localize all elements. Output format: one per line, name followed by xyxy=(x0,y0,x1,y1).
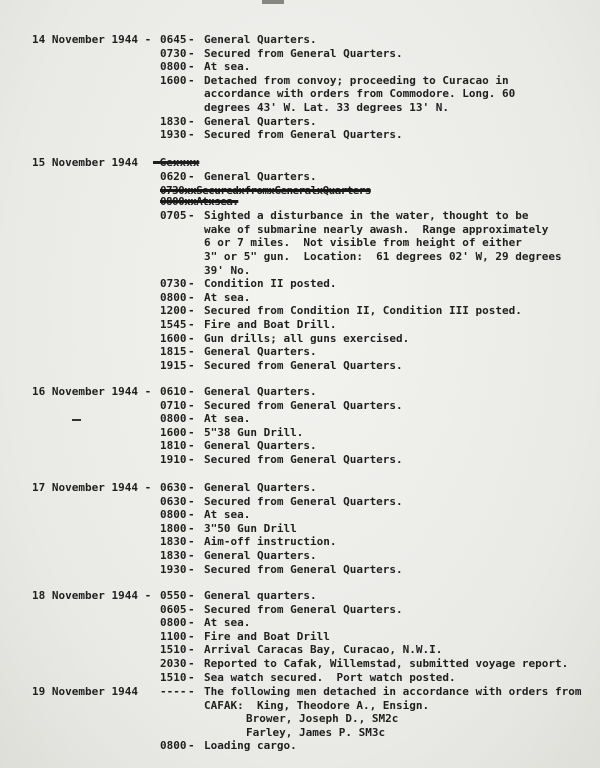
entry-text: Detached from convoy; proceeding to Curacao in accordance with orders from Commodore. Long. 60 degrees 43' W. Lat. 33 degrees 13' N. xyxy=(204,73,516,114)
day-date: 18 November 1944 - xyxy=(32,589,152,602)
page-number-mark xyxy=(262,0,284,4)
entry-sep: - xyxy=(188,616,195,630)
log-entry xyxy=(160,60,600,74)
log-entry xyxy=(160,345,600,359)
log-entry xyxy=(160,412,600,426)
log-entry xyxy=(160,33,600,47)
log-entry xyxy=(160,549,600,563)
entry-time: 0730 xyxy=(160,46,187,60)
entry-text: General Quarters. xyxy=(204,169,317,183)
entry-sep: - xyxy=(188,60,195,74)
entry-time: 0800 xyxy=(160,60,187,74)
entry-sep: - xyxy=(188,385,195,398)
entry-text: General Quarters. xyxy=(204,114,317,128)
log-entry xyxy=(160,603,600,617)
entry-time: 0550 xyxy=(160,589,187,602)
entry-text: At sea. xyxy=(204,60,251,74)
entry-text: Secured from General Quarters. xyxy=(204,46,403,60)
log-entry xyxy=(160,115,600,129)
day-date: 15 November 1944 xyxy=(32,156,138,169)
entry-time: 1510 xyxy=(160,670,187,684)
entry-sep: - xyxy=(188,452,195,466)
entry-time: 1815 xyxy=(160,345,187,359)
entry-text: Secured from General Quarters. xyxy=(204,358,403,372)
entry-text: General Quarters. xyxy=(204,481,317,494)
crew-member: Brower, Joseph D., SM2c xyxy=(246,712,399,726)
entry-sep: - xyxy=(188,548,195,562)
log-entry xyxy=(160,291,600,305)
log-entry xyxy=(160,657,600,671)
log-entry xyxy=(160,522,600,536)
entry-time: 0620 xyxy=(160,169,187,183)
log-entry xyxy=(160,481,600,495)
log-entry xyxy=(160,399,600,413)
entry-sep: - xyxy=(188,412,195,426)
detached-crew-list xyxy=(160,712,600,739)
struck-line: 0730xxSecuredxfromxGeneralxQuarters xyxy=(160,184,371,198)
entry-text: Reported to Cafak, Willemstad, submitted voyage report. xyxy=(204,656,569,670)
entry-sep: - xyxy=(188,73,195,87)
entry-sep: - xyxy=(188,562,195,576)
entry-sep: - xyxy=(188,494,195,508)
entry-time: 1545 xyxy=(160,317,187,331)
day-date: 14 November 1944 - xyxy=(32,33,152,46)
day-date: 16 November 1944 - xyxy=(32,385,152,398)
struck-line: 0800xxAtxsea. xyxy=(160,195,239,209)
day-entries xyxy=(160,385,600,467)
entry-time: 1830 xyxy=(160,535,187,549)
entry-time: 1930 xyxy=(160,562,187,576)
entry-time: 2030 xyxy=(160,656,187,670)
log-entry xyxy=(160,589,600,603)
log-entry xyxy=(160,318,600,332)
entry-text: General quarters. xyxy=(204,589,317,602)
log-entry xyxy=(160,739,600,753)
entry-sep: - xyxy=(188,481,195,494)
entry-time: 1915 xyxy=(160,358,187,372)
entry-text: General Quarters. xyxy=(204,33,317,46)
entry-sep: - xyxy=(188,46,195,60)
log-entry xyxy=(160,616,600,630)
entry-text: Sighted a disturbance in the water, thought to be wake of submarine nearly awash. Range approximately 6 or 7 miles. Not visible from height of either 3" or 5" gun. Location: 61 degrees 02' W, 29 degrees 39' No. xyxy=(204,209,562,277)
entry-text: General Quarters. xyxy=(204,439,317,453)
entry-sep: - xyxy=(188,331,195,345)
entry-text: Sea watch secured. Port watch posted. xyxy=(204,670,456,684)
entry-text: Secured from General Quarters. xyxy=(204,398,403,412)
log-entry xyxy=(160,128,600,142)
entry-sep: - xyxy=(188,602,195,616)
entry-text: At sea. xyxy=(204,290,251,304)
struck-text: -Gexxxx xyxy=(153,156,200,169)
log-entry xyxy=(160,508,600,522)
entry-time: 1800 xyxy=(160,521,187,535)
entry-time: 0710 xyxy=(160,398,187,412)
entry-time: 1910 xyxy=(160,452,187,466)
entry-sep: - xyxy=(188,169,195,183)
entry-sep: - xyxy=(188,290,195,304)
entry-text: Loading cargo. xyxy=(204,739,297,753)
entry-text: Condition II posted. xyxy=(204,277,337,291)
entry-text: Secured from General Quarters. xyxy=(204,602,403,616)
entry-sep: - xyxy=(188,589,195,602)
day-date: 17 November 1944 - xyxy=(32,481,152,494)
entry-text: 5"38 Gun Drill. xyxy=(204,425,304,439)
log-entry xyxy=(160,535,600,549)
entry-time: ---- xyxy=(160,685,187,698)
entry-time: 0645 xyxy=(160,33,187,46)
entry-time: 1100 xyxy=(160,629,187,643)
entry-time: 1600 xyxy=(160,73,187,87)
entry-time: 0730 xyxy=(160,277,187,291)
entry-sep: - xyxy=(188,398,195,412)
entry-text: Gun drills; all guns exercised. xyxy=(204,331,410,345)
entry-text: General Quarters. xyxy=(204,548,317,562)
log-entry xyxy=(160,495,600,509)
entry-time: 0630 xyxy=(160,481,187,494)
log-entry xyxy=(160,643,600,657)
entry-text: At sea. xyxy=(204,616,251,630)
entry-text: Secured from General Quarters. xyxy=(204,128,403,142)
entry-time: 1510 xyxy=(160,643,187,657)
entry-text: Secured from General Quarters. xyxy=(204,494,403,508)
entry-sep: - xyxy=(188,317,195,331)
entry-time: 0800 xyxy=(160,290,187,304)
entry-time: 1810 xyxy=(160,439,187,453)
entry-sep: - xyxy=(188,345,195,359)
entry-sep: - xyxy=(188,33,195,46)
entry-text: Secured from Condition II, Condition III posted. xyxy=(204,304,522,318)
entry-text: The following men detached in accordance with orders from CAFAK: King, Theodore A., Ensign. xyxy=(204,685,582,712)
entry-sep: - xyxy=(188,439,195,453)
entry-sep: - xyxy=(188,739,195,753)
day-entries xyxy=(160,685,600,753)
entry-time: 0800 xyxy=(160,412,187,426)
entry-time: 1600 xyxy=(160,331,187,345)
log-entry xyxy=(160,209,600,277)
entry-text: Secured from General Quarters. xyxy=(204,452,403,466)
entry-sep: - xyxy=(188,670,195,684)
entry-sep: - xyxy=(188,128,195,142)
entry-text: At sea. xyxy=(204,412,251,426)
day-entries xyxy=(160,33,600,142)
entry-time: 1830 xyxy=(160,548,187,562)
entry-text: General Quarters. xyxy=(204,345,317,359)
entry-sep: - xyxy=(188,685,195,698)
day-entries xyxy=(160,481,600,576)
day-date: 19 November 1944 xyxy=(32,685,138,698)
log-entry xyxy=(160,277,600,291)
entry-text: General Quarters. xyxy=(204,385,317,398)
entry-sep: - xyxy=(188,304,195,318)
entry-text: Fire and Boat Drill xyxy=(204,629,330,643)
entry-text: Secured from General Quarters. xyxy=(204,562,403,576)
log-entry xyxy=(160,332,600,346)
entry-sep: - xyxy=(188,656,195,670)
entry-time: 1600 xyxy=(160,425,187,439)
crew-member: Farley, James P. SM3c xyxy=(246,725,386,739)
entry-text: 3"50 Gun Drill xyxy=(204,521,297,535)
entry-text: Arrival Caracas Bay, Curacao, N.W.I. xyxy=(204,643,443,657)
log-entry xyxy=(160,630,600,644)
entry-time: 1930 xyxy=(160,128,187,142)
log-entry xyxy=(160,359,600,373)
entry-sep: - xyxy=(188,358,195,372)
entry-time: 0800 xyxy=(160,739,187,753)
log-entry xyxy=(160,426,600,440)
entry-sep: - xyxy=(188,535,195,549)
entry-text: At sea. xyxy=(204,508,251,522)
log-entry xyxy=(160,304,600,318)
entry-time: 0800 xyxy=(160,508,187,522)
entry-sep: - xyxy=(188,508,195,522)
stray-mark xyxy=(72,419,81,421)
entry-sep: - xyxy=(188,114,195,128)
log-entry xyxy=(160,563,600,577)
log-entry xyxy=(160,47,600,61)
log-entry xyxy=(160,74,600,115)
log-entry xyxy=(160,385,600,399)
entry-time: 0800 xyxy=(160,616,187,630)
day-entries xyxy=(160,589,600,684)
entry-sep: - xyxy=(188,209,195,223)
entry-text: Fire and Boat Drill. xyxy=(204,317,337,331)
day-entries xyxy=(160,170,600,373)
entry-time: 0705 xyxy=(160,209,187,223)
entry-time: 1200 xyxy=(160,304,187,318)
log-entry xyxy=(160,685,600,712)
entry-sep: - xyxy=(188,629,195,643)
log-entry xyxy=(160,439,600,453)
log-entry xyxy=(160,671,600,685)
entry-time: 0605 xyxy=(160,602,187,616)
entry-sep: - xyxy=(188,643,195,657)
entry-time: 1830 xyxy=(160,114,187,128)
entry-time: 0610 xyxy=(160,385,187,398)
entry-sep: - xyxy=(188,277,195,291)
log-entry xyxy=(160,453,600,467)
entry-sep: - xyxy=(188,425,195,439)
entry-text: Aim-off instruction. xyxy=(204,535,337,549)
log-entry xyxy=(160,170,600,184)
entry-sep: - xyxy=(188,521,195,535)
entry-time: 0630 xyxy=(160,494,187,508)
